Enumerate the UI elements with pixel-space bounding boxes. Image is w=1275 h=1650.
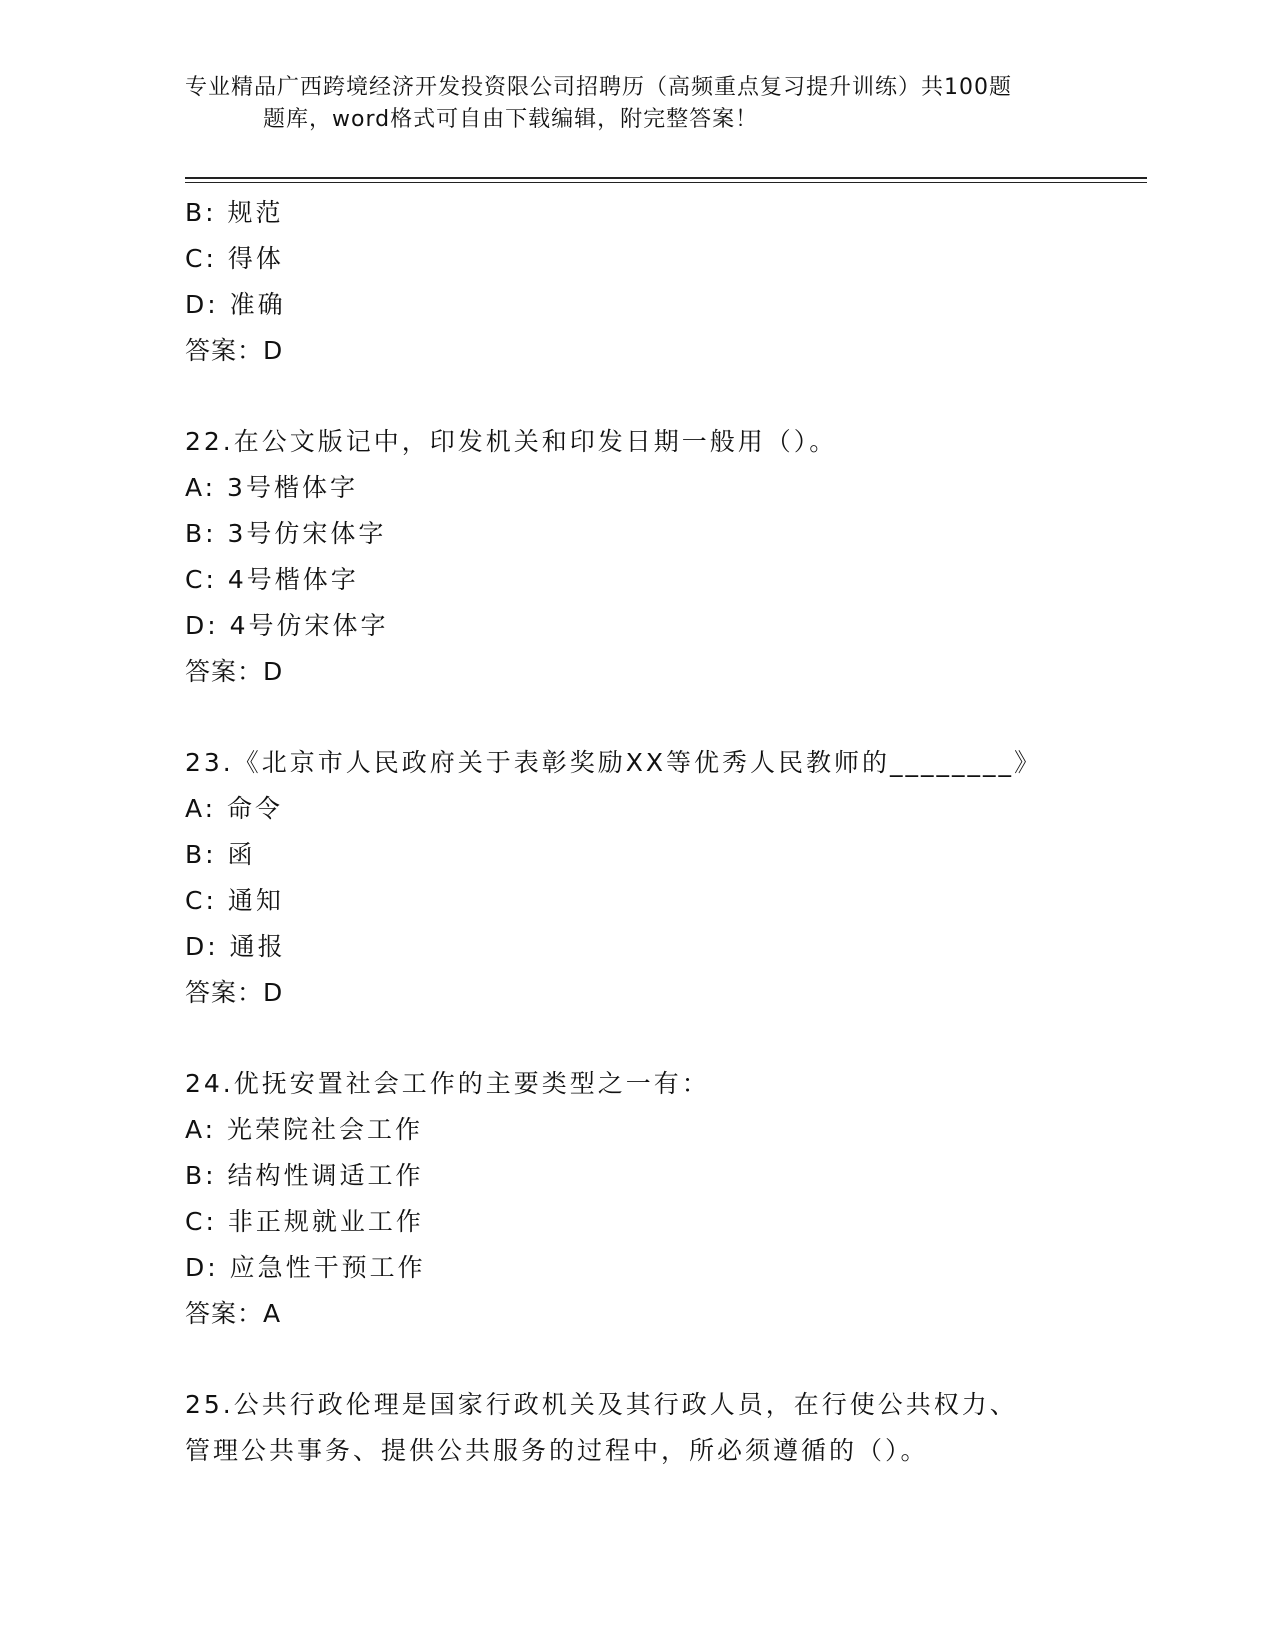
question-block-22: [185, 419, 1085, 695]
option-c: C: 非正规就业工作: [185, 1207, 424, 1236]
answer: 答案：D: [185, 657, 284, 686]
option-d: D: 准确: [185, 290, 286, 319]
option-a: A: 3号楷体字: [185, 473, 358, 502]
option-c: C: 通知: [185, 886, 284, 915]
header-rule-thin: [185, 182, 1147, 183]
option-c: C: 4号楷体字: [185, 565, 359, 594]
question-block-24: [185, 1061, 1085, 1337]
option-b: B: 结构性调适工作: [185, 1161, 424, 1190]
header-line-2: 题库，word格式可自由下载编辑，附完整答案！: [263, 107, 759, 132]
option-b: B: 函: [185, 840, 256, 869]
option-c: C: 得体: [185, 244, 284, 273]
option-d: D: 通报: [185, 932, 286, 961]
question-text: 22.在公文版记中，印发机关和印发日期一般用（）。: [185, 427, 838, 456]
option-b: B: 3号仿宋体字: [185, 519, 387, 548]
header-line-1: 专业精品广西跨境经济开发投资限公司招聘历（高频重点复习提升训练）共100题: [185, 75, 1012, 100]
option-b: B: 规范: [185, 198, 284, 227]
question-text: 25.公共行政伦理是国家行政机关及其行政人员，在行使公共权力、管理公共事务、提供公共服务的过程中，所必须遵循的（）。: [185, 1390, 1018, 1465]
option-a: A: 光荣院社会工作: [185, 1115, 424, 1144]
option-a: A: 命令: [185, 794, 284, 823]
answer: 答案：D: [185, 336, 284, 365]
question-block-prev: [185, 190, 1085, 374]
answer: 答案：A: [185, 1299, 282, 1328]
answer: 答案：D: [185, 978, 284, 1007]
header-rule-thick: [185, 177, 1147, 179]
page-header: [185, 72, 1085, 136]
option-d: D: 4号仿宋体字: [185, 611, 389, 640]
question-block-23: [185, 740, 1085, 1016]
option-d: D: 应急性干预工作: [185, 1253, 426, 1282]
question-list: [185, 190, 1085, 1474]
question-block-25: [185, 1382, 1085, 1474]
question-text: 24.优抚安置社会工作的主要类型之一有：: [185, 1069, 710, 1098]
question-text: 23.《北京市人民政府关于表彰奖励XX等优秀人民教师的________》: [185, 748, 1043, 777]
